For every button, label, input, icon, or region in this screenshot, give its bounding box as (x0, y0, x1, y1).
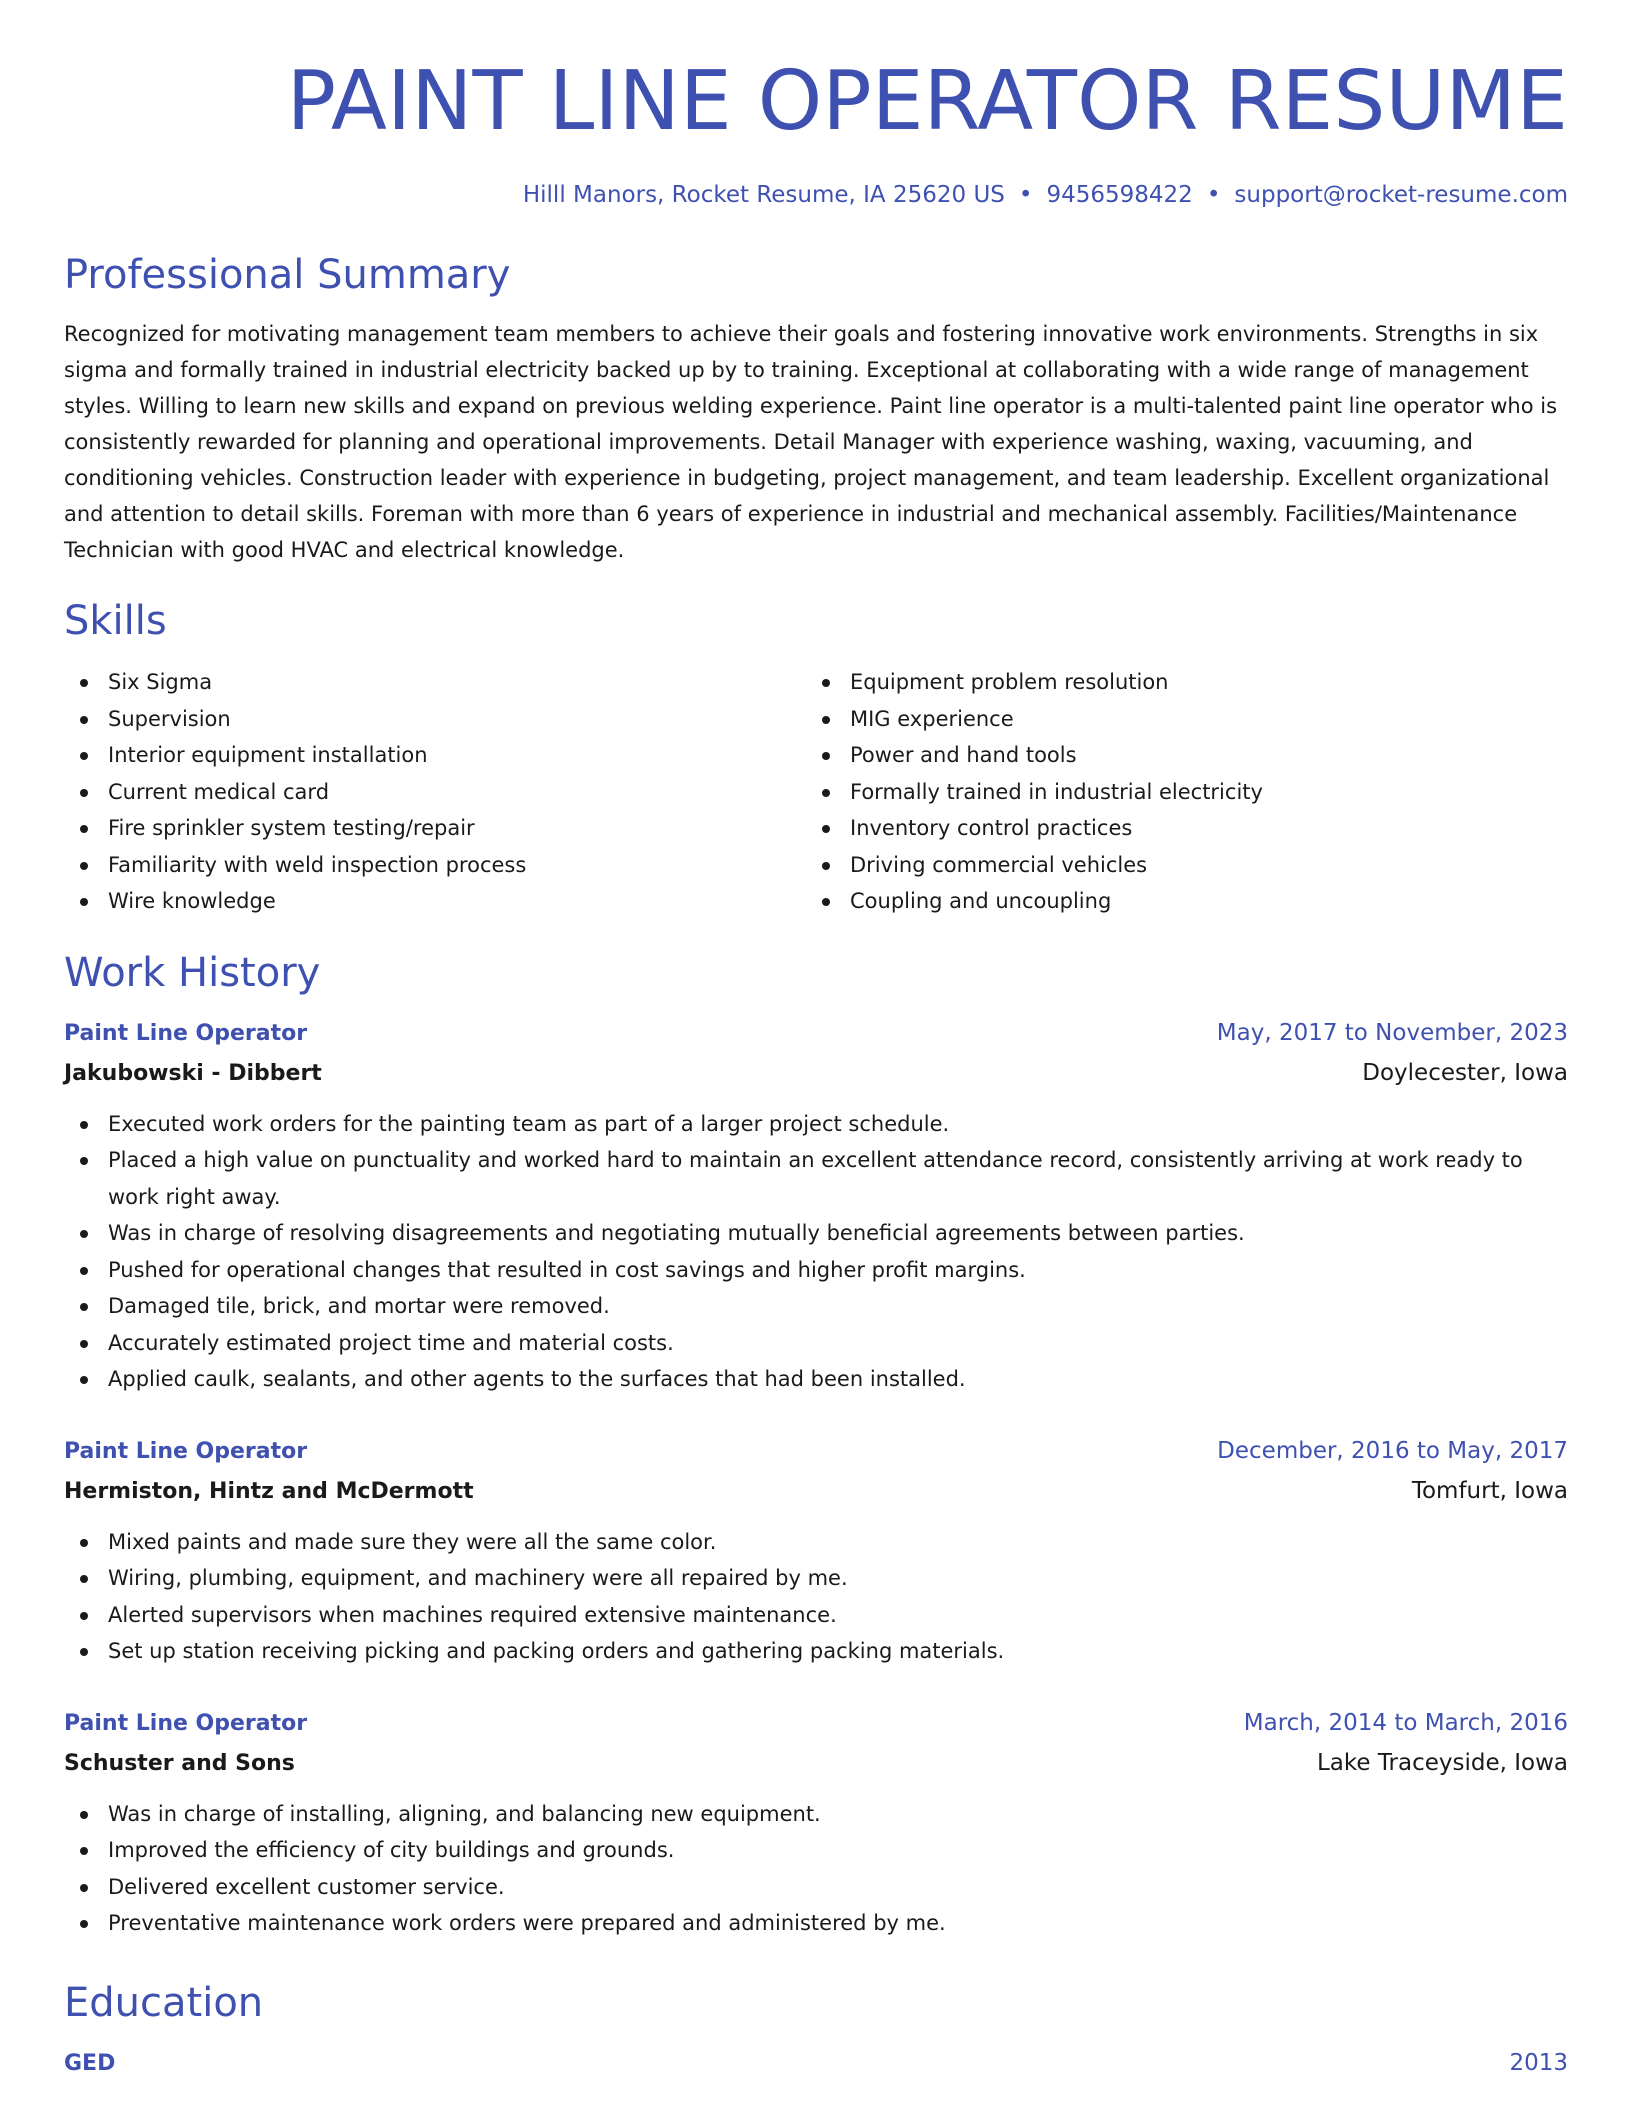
skill-item: Current medical card (64, 774, 806, 811)
skill-item: Familiarity with weld inspection process (64, 847, 806, 884)
job-title: Paint Line Operator (64, 1438, 308, 1464)
skill-item: Inventory control practices (806, 810, 1548, 847)
separator-dot: • (1018, 182, 1033, 208)
skills-heading: Skills (64, 598, 167, 644)
job-header (64, 1432, 1568, 1471)
skill-item: Power and hand tools (806, 737, 1548, 774)
job-dates: March, 2014 to March, 2016 (1243, 1709, 1568, 1736)
summary-text: Recognized for motivating management team members to achieve their goals and fostering innovative work environments. Strengths in six sigma and formally trained in industrial electricity backed up by to training. Exceptional at collaborating with a wide range of management styles. Willing to learn new skills and expand on previous welding experience. Paint line operator is a multi-talented paint line operator who is consistently rewarded for planning and operational improvements. Detail Manager with experience washing, waxing, vacuuming, and conditioning vehicles. Construction leader with experience in budgeting, project management, and team leadership. Excellent organizational and attention to detail skills. Foreman with more than 6 years of experience in industrial and mechanical assembly. Facilities/Maintenance Technician with good HVAC and electrical knowledge. (64, 322, 1558, 562)
contact-phone: 9456598422 (1046, 182, 1193, 208)
skill-item: Interior equipment installation (64, 737, 806, 774)
job-location: Doylecester, Iowa (1362, 1059, 1568, 1086)
contact-line (64, 180, 1568, 210)
skill-item: Fire sprinkler system testing/repair (64, 810, 806, 847)
education-year: 2013 (1509, 2049, 1568, 2076)
job-entry (64, 1432, 1568, 1670)
separator-dot: • (1206, 182, 1221, 208)
job-entry (64, 1704, 1568, 1942)
skill-item: Six Sigma (64, 664, 806, 701)
summary-heading: Professional Summary (64, 252, 511, 298)
skill-item: Formally trained in industrial electricity (806, 774, 1548, 811)
duty-item: Mixed paints and made sure they were all the same color. (64, 1524, 1568, 1561)
job-dates: December, 2016 to May, 2017 (1217, 1437, 1568, 1464)
job-location: Tomfurt, Iowa (1411, 1477, 1568, 1504)
job-subheader (64, 1471, 1568, 1512)
duty-item: Improved the efficiency of city buildings and grounds. (64, 1832, 1568, 1869)
job-duties (64, 1524, 1568, 1670)
duty-item: Was in charge of installing, aligning, and balancing new equipment. (64, 1796, 1568, 1833)
duty-item: Alerted supervisors when machines required extensive maintenance. (64, 1597, 1568, 1634)
job-duties (64, 1796, 1568, 1942)
duty-item: Delivered excellent customer service. (64, 1869, 1568, 1906)
duty-item: Preventative maintenance work orders were prepared and administered by me. (64, 1905, 1568, 1942)
skill-item: Coupling and uncoupling (806, 883, 1548, 920)
job-entry (64, 1014, 1568, 1398)
education-entry (64, 2044, 1568, 2083)
job-subheader (64, 1743, 1568, 1784)
duty-item: Wiring, plumbing, equipment, and machinery were all repaired by me. (64, 1560, 1568, 1597)
education-degree: GED (64, 2050, 116, 2076)
job-dates: May, 2017 to November, 2023 (1216, 1019, 1568, 1046)
contact-email[interactable]: support@rocket-resume.com (1234, 182, 1568, 208)
duty-item: Placed a high value on punctuality and worked hard to maintain an excellent attendance record, consistently arriving at work ready to work right away. (64, 1142, 1568, 1215)
skills-column-right (806, 664, 1548, 920)
job-header (64, 1704, 1568, 1743)
skill-item: Driving commercial vehicles (806, 847, 1548, 884)
duty-item: Accurately estimated project time and material costs. (64, 1325, 1568, 1362)
skills-list (64, 664, 1568, 920)
skill-item: Wire knowledge (64, 883, 806, 920)
skill-item: Equipment problem resolution (806, 664, 1548, 701)
job-location: Lake Traceyside, Iowa (1316, 1749, 1568, 1776)
duty-item: Applied caulk, sealants, and other agents to the surfaces that had been installed. (64, 1361, 1568, 1398)
duty-item: Set up station receiving picking and packing orders and gathering packing materials. (64, 1633, 1568, 1670)
duty-item: Damaged tile, brick, and mortar were removed. (64, 1288, 1568, 1325)
skill-item: Supervision (64, 701, 806, 738)
job-company: Hermiston, Hintz and McDermott (64, 1478, 474, 1504)
job-title: Paint Line Operator (64, 1710, 308, 1736)
duty-item: Pushed for operational changes that resulted in cost savings and higher profit margins. (64, 1252, 1568, 1289)
resume-page (64, 0, 1568, 2083)
skills-column-left (64, 664, 806, 920)
education-heading: Education (64, 1979, 264, 2026)
duty-item: Was in charge of resolving disagreements and negotiating mutually beneficial agreements between parties. (64, 1215, 1568, 1252)
job-company: Schuster and Sons (64, 1750, 295, 1776)
job-title: Paint Line Operator (64, 1020, 308, 1046)
job-subheader (64, 1053, 1568, 1094)
job-company: Jakubowski - Dibbert (64, 1060, 322, 1086)
resume-title: PAINT LINE OPERATOR RESUME (286, 54, 1568, 149)
work-history-heading: Work History (64, 949, 321, 996)
contact-address: Hilll Manors, Rocket Resume, IA 25620 US (522, 182, 1005, 208)
job-header (64, 1014, 1568, 1053)
skill-item: MIG experience (806, 701, 1548, 738)
job-duties (64, 1106, 1568, 1398)
duty-item: Executed work orders for the painting team as part of a larger project schedule. (64, 1106, 1568, 1143)
